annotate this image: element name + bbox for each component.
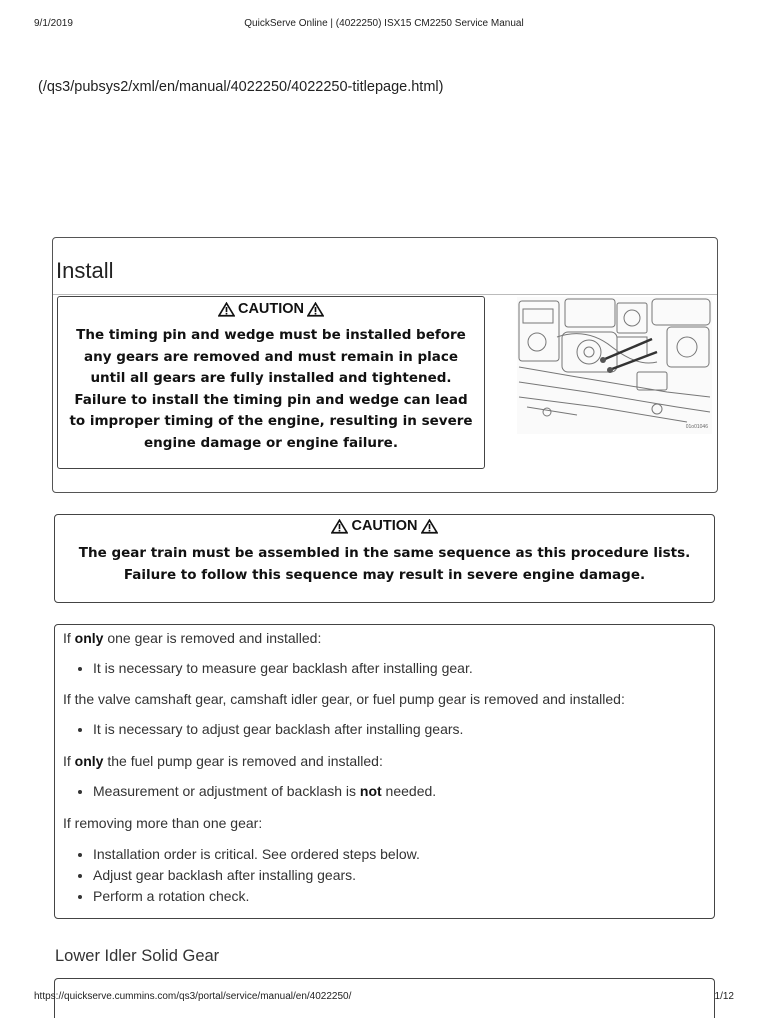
note-list [55, 719, 463, 740]
caution-box-timing-pin [57, 296, 485, 469]
caution-label: CAUTION [351, 518, 418, 534]
caution-box-gear-sequence [54, 514, 715, 603]
note-paragraph: If only one gear is removed and installed: [63, 630, 322, 646]
caution-heading [58, 301, 484, 317]
warning-triangle-icon [421, 519, 438, 534]
warning-triangle-icon [331, 519, 348, 534]
caution-label: CAUTION [237, 301, 305, 317]
backlash-notes-box [54, 624, 715, 919]
warning-triangle-icon [218, 302, 235, 317]
page-number: 1/12 [714, 991, 734, 1002]
list-item: • Installation order is critical. See ordered steps below. [93, 844, 420, 865]
caution-text: The timing pin and wedge must be installed before any gears are removed and must remain in place until all gears are fully installed and tightened. Failure to install the timing pin and wedge can lead to improper timing of the engine, resulting in severe engine damage or engine failure. [69, 327, 473, 451]
note-list [55, 658, 473, 679]
warning-triangle-icon [307, 302, 324, 317]
print-header-title: QuickServe Online | (4022250) ISX15 CM2250 Service Manual [244, 18, 524, 29]
list-item: • It is necessary to adjust gear backlash after installing gears. [93, 719, 463, 740]
note-paragraph: If the valve camshaft gear, camshaft idler gear, or fuel pump gear is removed and installed: [63, 691, 625, 707]
print-date: 9/1/2019 [34, 18, 73, 29]
install-title: Install [56, 258, 114, 283]
caution-heading [55, 518, 714, 534]
note-list [55, 781, 436, 802]
note-list [55, 844, 420, 907]
engine-timing-pin-illustration [517, 297, 712, 434]
install-section [52, 237, 718, 493]
note-paragraph: If removing more than one gear: [63, 815, 263, 831]
section-title: Lower Idler Solid Gear [55, 947, 220, 965]
list-item: • Measurement or adjustment of backlash is not needed. [93, 781, 436, 802]
caution-text: The gear train must be assembled in the same sequence as this procedure lists. Failure to follow this sequence may result in severe engine damage. [78, 545, 691, 583]
timing-pin-figure [517, 297, 712, 434]
list-item: • Perform a rotation check. [93, 886, 420, 907]
list-item: • Adjust gear backlash after installing gears. [93, 865, 420, 886]
section-divider [53, 294, 717, 295]
figure-id: 01o01046 [685, 424, 708, 430]
list-item: • It is necessary to measure gear backlash after installing gear. [93, 658, 473, 679]
print-footer-url: https://quickserve.cummins.com/qs3/portal/service/manual/en/4022250/ [34, 991, 352, 1002]
title-page-link[interactable]: (/qs3/pubsys2/xml/en/manual/4022250/4022250-titlepage.html) [38, 79, 444, 95]
note-paragraph: If only the fuel pump gear is removed and installed: [63, 753, 383, 769]
